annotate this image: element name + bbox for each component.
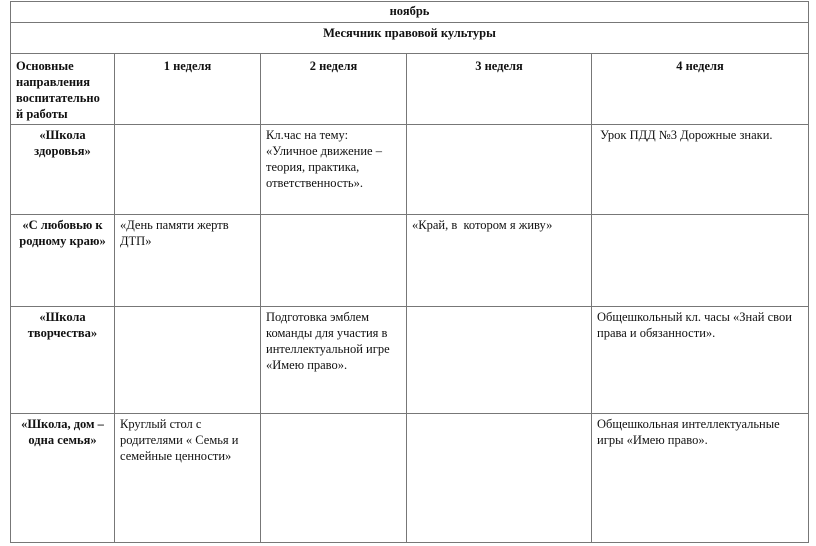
header-week-3: 3 неделя — [407, 54, 592, 125]
row-category: «С любовью к родному краю» — [11, 215, 115, 307]
table-cell — [115, 307, 261, 414]
table-title: Месячник правовой культуры — [11, 23, 809, 54]
table-cell — [407, 414, 592, 543]
table-cell: Урок ПДД №3 Дорожные знаки. — [592, 125, 809, 215]
table-cell: «Край, в котором я живу» — [407, 215, 592, 307]
table-cell: Общешкольная интеллектуальные игры «Имею право». — [592, 414, 809, 543]
header-directions: Основные направления воспитательно й работы — [11, 54, 115, 125]
table-cell: Общешкольный кл. часы «Знай свои права и обязанности». — [592, 307, 809, 414]
row-category: «Школа творчества» — [11, 307, 115, 414]
table-cell — [261, 215, 407, 307]
month-heading: ноябрь — [11, 2, 809, 23]
table-cell — [261, 414, 407, 543]
table-cell — [407, 125, 592, 215]
row-category: «Школа здоровья» — [11, 125, 115, 215]
table-cell: Кл.час на тему: «Уличное движение – теория, практика, ответственность». — [261, 125, 407, 215]
table-row — [11, 414, 809, 543]
table-cell — [407, 307, 592, 414]
header-week-4: 4 неделя — [592, 54, 809, 125]
header-week-2: 2 неделя — [261, 54, 407, 125]
table-row — [11, 125, 809, 215]
table-row — [11, 307, 809, 414]
header-row — [11, 54, 809, 125]
table-row — [11, 215, 809, 307]
table-cell — [115, 125, 261, 215]
table-cell: Подготовка эмблем команды для участия в интеллектуальной игре «Имею право». — [261, 307, 407, 414]
plan-table — [10, 1, 809, 543]
header-week-1: 1 неделя — [115, 54, 261, 125]
table-cell: «День памяти жертв ДТП» — [115, 215, 261, 307]
row-category: «Школа, дом – одна семья» — [11, 414, 115, 543]
table-cell — [592, 215, 809, 307]
table-cell: Круглый стол с родителями « Семья и семейные ценности» — [115, 414, 261, 543]
